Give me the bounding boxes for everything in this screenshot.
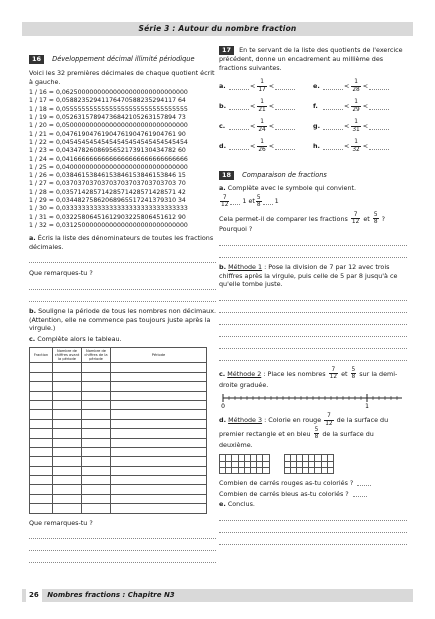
count-blue-row [219,490,407,499]
exercise-text: En te servant de la liste des quotients de l'exercice précédent, donne un encadrement au millième des fractions suivantes. [219,46,403,72]
bracket-row [219,136,407,156]
decimal-line: 1 / 22 ≈ 0,04545454545454545454545454545454 [29,138,188,146]
decimal-line: 1 / 26 ≈ 0,03846153846153846153846153846 15 [29,172,186,180]
upper-bound-blank[interactable] [369,103,389,110]
item-label: g. [313,122,321,131]
table-cell[interactable] [111,429,207,438]
symbol-blank[interactable] [230,198,240,205]
question-text: : Place les nombres [263,369,326,378]
lower-bound-blank[interactable] [229,103,249,110]
table-cell[interactable] [111,494,207,503]
table-cell[interactable] [82,438,111,447]
less-than-sign: < [268,82,275,91]
less-than-sign: < [268,122,275,131]
table-cell[interactable] [53,457,82,466]
decimal-line: 1 / 23 ≈ 0,04347826086956521739130434782 60 [29,147,186,155]
less-than-sign: < [250,142,256,151]
table-cell[interactable] [30,382,53,391]
comparison-question [219,212,407,234]
right-column [219,46,407,545]
less-than-sign: < [344,102,350,111]
decimal-line: 1 / 29 ≈ 0,03448275862068965517241379310 34 [29,197,186,205]
table-cell[interactable] [53,447,82,456]
chapter-title: Nombres fractions : Chapitre N3 [47,591,175,599]
grid-square[interactable] [328,468,334,474]
number-one: 1 [242,197,247,206]
table-cell[interactable] [82,391,111,400]
question-label: a. [219,184,226,193]
table-row [30,372,207,381]
exercise-16-heading [29,46,216,65]
question-a [219,184,407,193]
less-than-sign: < [362,102,369,111]
fraction-7-12: $\frac{7}{12}$ [221,194,229,209]
fraction-7-12: $\frac{7}{12}$ [329,366,338,381]
upper-bound-blank[interactable] [275,123,295,130]
table-cell[interactable] [82,457,111,466]
exercise-title: Développement décimal illimité périodique [52,55,195,63]
fraction: $\frac{1}{21}$ [258,99,266,113]
table-cell[interactable] [53,494,82,503]
exercise-number: 17 [219,46,234,55]
table-cell[interactable] [30,494,53,503]
bracket-item [219,139,313,153]
table-cell[interactable] [82,485,111,494]
answer-line[interactable] [219,316,407,325]
answer-line[interactable] [219,524,407,533]
table-row [30,400,207,409]
rectangles-row [219,454,407,474]
table-cell[interactable] [30,419,53,428]
table-cell[interactable] [30,476,53,485]
answer-line[interactable] [219,249,407,258]
table-cell[interactable] [30,504,53,513]
table-cell[interactable] [111,476,207,485]
bracket-item [219,119,313,133]
answer-line[interactable] [29,281,216,290]
conjunction: et [341,369,348,378]
answer-blank[interactable] [353,490,367,497]
table-cell[interactable] [82,400,111,409]
left-column [29,46,216,563]
page-number: 26 [26,589,42,602]
table-row [30,504,207,513]
decimal-list [29,89,216,230]
table-cell[interactable] [30,447,53,456]
question-text: Conclus. [227,500,255,509]
exercise-17-statement [219,46,407,72]
table-row [30,485,207,494]
question-text: Écris la liste des dénominateurs de toutes les fractions décimales. [29,234,214,251]
question-text: de la surface du premier rectangle et en bleu [219,416,389,438]
answer-line[interactable] [29,542,216,551]
table-cell[interactable] [30,391,53,400]
decimal-line: 1 / 16 = 0,06250000000000000000000000000000 [29,89,188,97]
item-label: f. [313,102,318,111]
table-cell[interactable] [111,485,207,494]
table-cell[interactable] [30,485,53,494]
answer-line[interactable] [219,292,407,301]
question-text: : Pose la division de 7 par 12 avec trois chiffres après la virgule, puis celle de 5 par 8 jusqu'à ce qu'elle tombe juste. [219,263,398,289]
table-cell[interactable] [82,372,111,381]
question-e [219,500,407,509]
bracket-item [313,79,407,93]
table-cell[interactable] [82,410,111,419]
answer-line[interactable] [29,530,216,539]
table-row [30,447,207,456]
lower-bound-blank[interactable] [323,143,343,150]
count-red-row [219,479,407,488]
table-cell[interactable] [111,438,207,447]
table-row [30,466,207,475]
table-cell[interactable] [111,466,207,475]
less-than-sign: < [250,82,256,91]
method-title: Méthode 3 [228,416,263,425]
bracket-item [313,139,407,153]
table-row [30,476,207,485]
table-cell[interactable] [111,419,207,428]
question-text: ? Pourquoi ? [219,214,385,234]
less-than-sign: < [362,82,369,91]
table-cell[interactable] [111,447,207,456]
bracket-row [219,76,407,96]
item-label: e. [313,82,320,91]
table-cell[interactable] [82,466,111,475]
lower-bound-blank[interactable] [323,123,343,130]
table-cell[interactable] [53,438,82,447]
fraction: $\frac{1}{17}$ [258,79,266,93]
question-label: c. [219,369,226,378]
upper-bound-blank[interactable] [275,103,295,110]
answer-line[interactable] [29,254,216,263]
question-a [29,234,216,251]
fraction-7-12: $\frac{7}{12}$ [351,211,360,225]
question-b [219,263,407,289]
table-cell[interactable] [111,457,207,466]
fraction: $\frac{1}{24}$ [258,119,266,133]
decimal-line: 1 / 18 ≈ 0,05555555555555555555555555555555 [29,105,188,113]
table-cell[interactable] [111,391,207,400]
table-row [30,429,207,438]
comparison-row [219,195,407,209]
exercise-18-heading [219,162,407,181]
question-label: a. [29,234,36,243]
question-label: d. [219,416,227,425]
fraction-5-8: $\frac{5}{8}$ [314,427,319,441]
fraction: $\frac{1}{26}$ [258,139,266,153]
upper-bound-blank[interactable] [275,83,295,90]
bracket-row [219,96,407,116]
bracket-row [219,116,407,136]
question-label: e. [219,500,226,509]
question-text: Cela permet-il de comparer les fractions [219,214,348,223]
table-cell[interactable] [30,363,53,372]
exercise-number: 16 [29,55,44,64]
question-text: : Colorie en rouge [264,416,322,425]
less-than-sign: < [344,142,350,151]
table-row [30,494,207,503]
question-c [29,335,216,344]
upper-bound-blank[interactable] [275,143,295,150]
table-cell[interactable] [53,382,82,391]
number-line[interactable] [219,391,407,411]
table-cell[interactable] [82,429,111,438]
table-cell[interactable] [53,429,82,438]
question-b [29,307,216,333]
question-text: Combien de carrés bleus as-tu coloriés ? [219,489,349,498]
decimal-line: 1 / 19 ≈ 0,05263157894736842105263157894 73 [29,114,186,122]
table-cell[interactable] [82,382,111,391]
answer-line[interactable] [219,328,407,337]
table-row [30,363,207,372]
question-text: sur la demi-droite graduée. [219,369,398,389]
answer-line[interactable] [219,512,407,521]
table-cell[interactable] [111,400,207,409]
item-label: c. [219,122,226,131]
question-text: Combien de carrés rouges as-tu coloriés ? [219,478,354,487]
method-title: Méthode 2 [227,369,262,378]
method-title: Méthode 1 [228,263,263,271]
table-cell[interactable] [30,438,53,447]
less-than-sign: < [344,82,350,91]
lower-bound-blank[interactable] [323,83,343,90]
table-header: Période [111,348,207,363]
series-header: Série 3 : Autour du nombre fraction [22,22,413,36]
less-than-sign: < [362,122,369,131]
fraction-5-8: $\frac{5}{8}$ [373,211,378,225]
lower-bound-blank[interactable] [229,123,249,130]
table-cell[interactable] [53,466,82,475]
table-cell[interactable] [53,476,82,485]
table-header: Nombre de chiffres avant la période [53,348,82,363]
item-label: b. [219,102,227,111]
table-cell[interactable] [82,363,111,372]
bracket-item [313,119,407,133]
period-table [29,347,207,513]
decimal-line: 1 / 30 ≈ 0,03333333333333333333333333333333 [29,205,188,213]
decimal-line: 1 / 28 ≈ 0,03571428571428571428571428571 42 [29,188,186,196]
decimal-line: 1 / 25 = 0,04000000000000000000000000000000 [29,163,188,171]
exercise-number: 18 [219,171,234,180]
answer-line[interactable] [29,554,216,563]
table-cell[interactable] [53,391,82,400]
less-than-sign: < [250,122,256,131]
question-text: Souligne la période de tous les nombres non décimaux. (Attention, elle ne commence pas toujours juste après la virgule.) [29,307,217,333]
fraction-7-12: $\frac{7}{12}$ [325,413,333,427]
table-cell[interactable] [53,419,82,428]
conjunction: et [363,214,370,223]
table-cell[interactable] [111,504,207,513]
table-row [30,419,207,428]
conjunction: et [248,197,255,206]
answer-line[interactable] [219,237,407,246]
table-cell[interactable] [82,476,111,485]
table-header: Nombre de chiffres de la période [82,348,111,363]
decimal-line: 1 / 20 = 0,05000000000000000000000000000000 [29,122,188,130]
less-than-sign: < [362,142,369,151]
table-cell[interactable] [82,419,111,428]
rectangle-one[interactable] [219,454,270,474]
decimal-line: 1 / 21 ≈ 0,04761904761904761904761904761 90 [29,130,186,138]
table-cell[interactable] [111,363,207,372]
number-one: 1 [274,197,279,206]
upper-bound-blank[interactable] [369,123,389,130]
item-label: d. [219,142,227,151]
fraction: $\frac{1}{32}$ [352,139,360,153]
decimal-line: 1 / 31 ≈ 0,03225806451612903225806451612 90 [29,213,186,221]
table-cell[interactable] [53,504,82,513]
bracket-item [219,99,313,113]
less-than-sign: < [344,122,350,131]
table-cell[interactable] [53,485,82,494]
bracket-item [313,99,407,113]
fraction: $\frac{1}{31}$ [352,119,360,133]
table-cell[interactable] [30,429,53,438]
remarks-prompt: Que remarques-tu ? [29,269,93,278]
table-cell[interactable] [30,466,53,475]
question-d [219,413,407,449]
table-row [30,410,207,419]
table-header: Fraction [30,348,53,363]
fraction: $\frac{1}{28}$ [352,79,360,93]
question-label: b. [29,307,37,316]
decimal-line: 1 / 24 ≈ 0,04166666666666666666666666666666 [29,155,188,163]
table-cell[interactable] [53,400,82,409]
fraction: $\frac{1}{29}$ [352,99,360,113]
table-row [30,382,207,391]
exercise-title: Comparaison de fractions [242,171,327,180]
bracket-item [219,79,313,93]
table-row [30,391,207,400]
table-cell[interactable] [111,372,207,381]
table-cell[interactable] [82,504,111,513]
table-cell[interactable] [111,382,207,391]
item-label: a. [219,82,226,91]
answer-line[interactable] [219,352,407,361]
question-text: Complète alors le tableau. [37,334,122,343]
page-footer [22,589,413,602]
lower-bound-blank[interactable] [229,143,249,150]
fraction-5-8: $\frac{5}{8}$ [256,194,261,209]
decimal-line: 1 / 27 ≈ 0,03703703703703703703703703703 70 [29,180,186,188]
question-label: b. [219,263,227,271]
less-than-sign: < [250,102,256,111]
upper-bound-blank[interactable] [369,143,389,150]
answer-line[interactable] [219,304,407,313]
question-text: de la surface du deuxième. [219,429,374,449]
item-label: h. [313,142,320,151]
axis-label-zero: 0 [221,403,225,411]
table-cell[interactable] [53,372,82,381]
answer-line[interactable] [29,293,216,302]
decimal-line: 1 / 17 ≈ 0,05882352941176470588235294117 64 [29,97,186,105]
remarks-prompt: Que remarques-tu ? [29,518,93,527]
bracket-grid [219,76,407,156]
table-cell[interactable] [82,447,111,456]
rectangle-two[interactable] [284,454,335,474]
answer-line[interactable] [219,536,407,545]
question-label: c. [29,334,36,343]
grid-square[interactable] [263,468,269,474]
symbol-blank[interactable] [263,198,273,205]
axis-label-one: 1 [365,403,369,411]
lower-bound-blank[interactable] [229,83,249,90]
exercise-intro: Voici les 32 premières décimales de chaque quotient écrit à gauche. [29,69,215,86]
question-c [219,367,407,389]
table-cell[interactable] [53,363,82,372]
table-cell[interactable] [30,410,53,419]
answer-blank[interactable] [357,479,371,486]
decimal-line: 1 / 32 = 0,03125000000000000000000000000000 [29,221,188,229]
table-row [30,457,207,466]
table-cell[interactable] [82,494,111,503]
table-row [30,438,207,447]
answer-line[interactable] [219,340,407,349]
table-cell[interactable] [30,457,53,466]
table-cell[interactable] [30,400,53,409]
table-cell[interactable] [30,372,53,381]
table-cell[interactable] [53,410,82,419]
fraction-5-8: $\frac{5}{8}$ [351,366,356,381]
table-cell[interactable] [111,410,207,419]
upper-bound-blank[interactable] [369,83,389,90]
lower-bound-blank[interactable] [323,103,343,110]
less-than-sign: < [268,102,275,111]
question-text: Complète avec le symbole qui convient. [227,184,357,193]
less-than-sign: < [268,142,275,151]
